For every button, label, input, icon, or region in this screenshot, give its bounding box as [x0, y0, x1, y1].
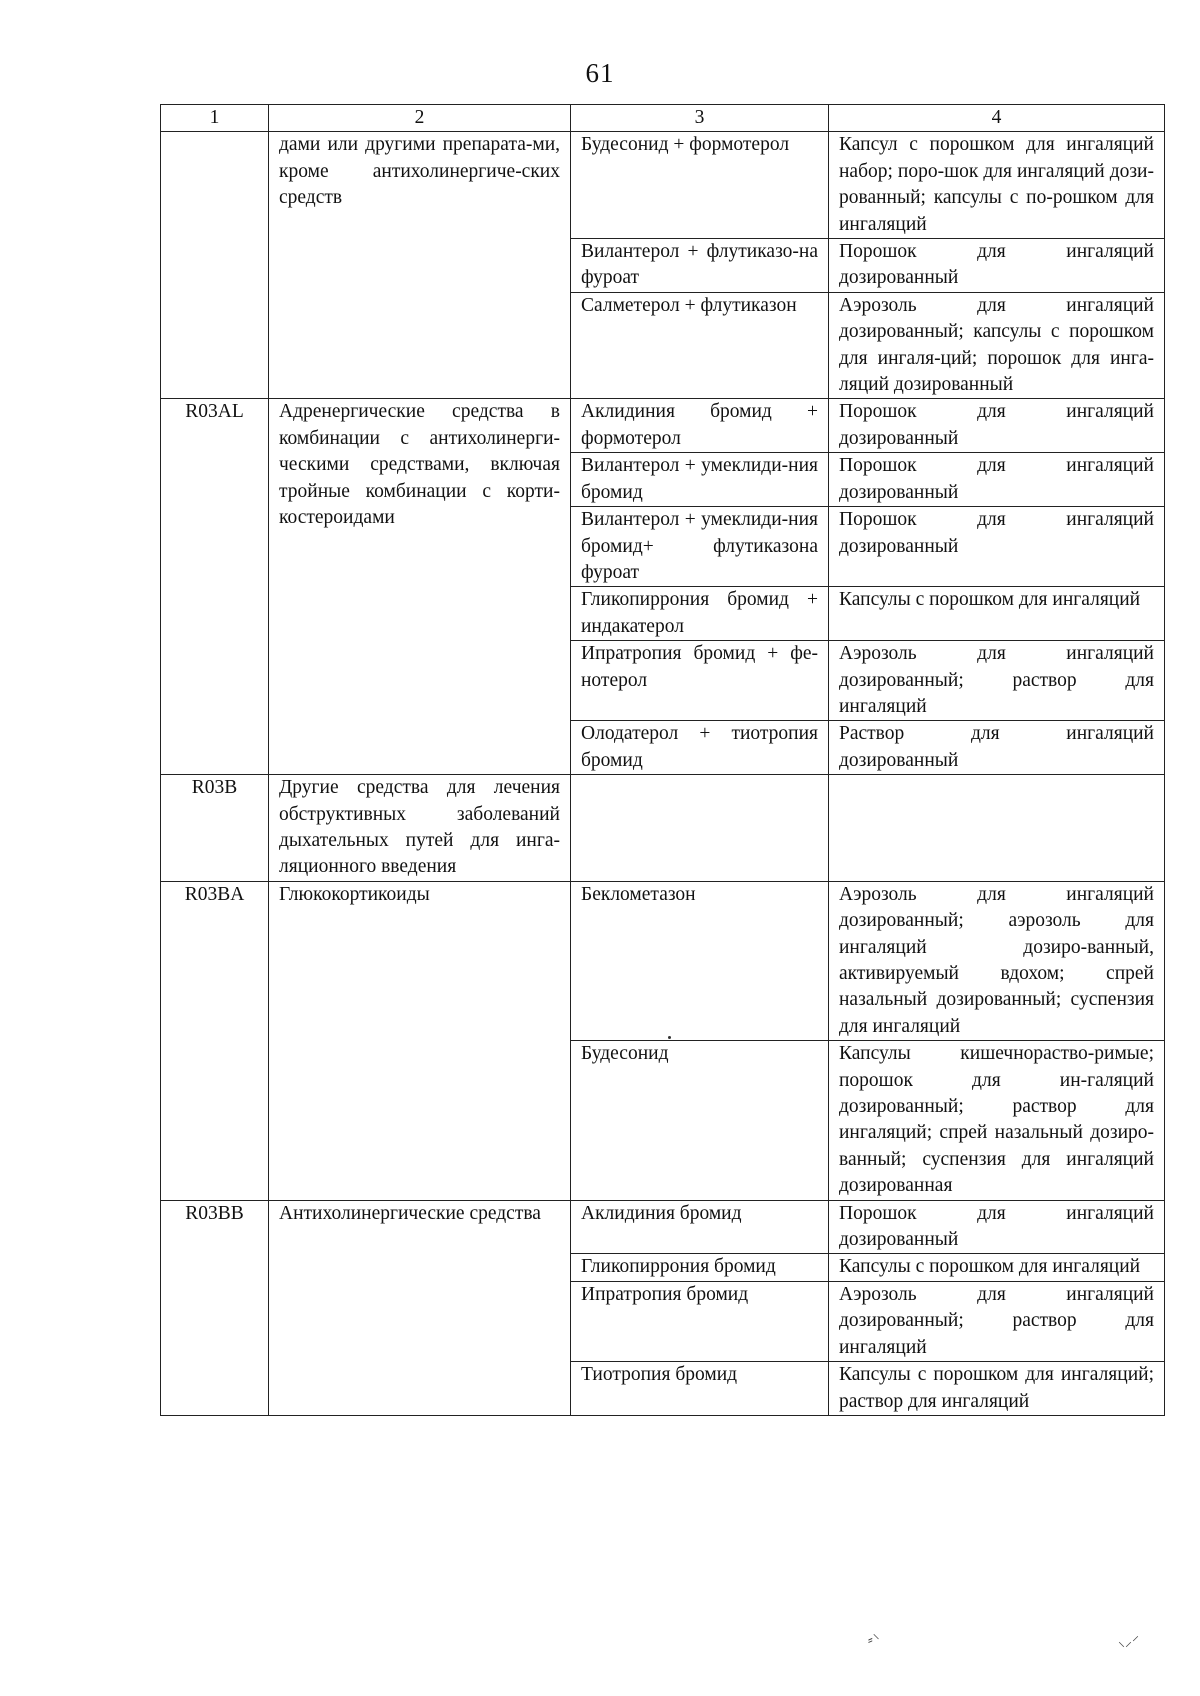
table-row: [161, 881, 1165, 1040]
group-description-cell: дами или другими препарата-ми, кроме антихолинергиче-ских средств: [269, 132, 571, 399]
drug-name-cell: Ипратропия бромид: [571, 1281, 829, 1361]
dosage-form-cell: Капсул с порошком для ингаляций набор; поро-шок для ингаляций дози-рованный; капсулы с по-рошком для ингаляций: [829, 132, 1165, 239]
dosage-form-cell: Аэрозоль для ингаляций дозированный; аэрозоль для ингаляций дозиро-ванный, активируемый вдохом; спрей назальный дозированный; суспензия для ингаляций: [829, 881, 1165, 1040]
drug-name-cell: Ипратропия бромид + фе-нотерол: [571, 641, 829, 721]
drug-name-cell: Гликопиррония бромид + индакатерол: [571, 587, 829, 641]
dosage-form-cell: Аэрозоль для ингаляций дозированный; капсулы с порошком для ингаля-ций; порошок для инга-ляций дозированный: [829, 292, 1165, 399]
atc-code-cell: R03BB: [161, 1200, 269, 1415]
drug-name-cell: Будесонид: [571, 1041, 829, 1200]
dosage-form-cell: Аэрозоль для ингаляций дозированный; раствор для ингаляций: [829, 641, 1165, 721]
drug-name-cell: Аклидиния бромид: [571, 1200, 829, 1254]
header-cell-4: 4: [829, 105, 1165, 132]
drug-name-cell: Вилантерол + умеклиди-ния бромид: [571, 453, 829, 507]
page-number: 61: [585, 58, 615, 88]
scan-speck: [668, 1036, 671, 1039]
dosage-form-cell: Порошок для ингаляций дозированный: [829, 239, 1165, 293]
drug-name-cell: Вилантерол + умеклиди-ния бромид+ флутиказона фуроат: [571, 507, 829, 587]
header-row: [161, 105, 1165, 132]
dosage-form-cell: Порошок для ингаляций дозированный: [829, 507, 1165, 587]
table-row: [161, 132, 1165, 239]
group-description-cell: Глюкокортикоиды: [269, 881, 571, 1200]
table-row: [161, 1200, 1165, 1254]
drug-name-cell: [571, 775, 829, 882]
header-cell-1: 1: [161, 105, 269, 132]
dosage-form-cell: Порошок для ингаляций дозированный: [829, 453, 1165, 507]
atc-code-cell: R03AL: [161, 399, 269, 775]
drug-name-cell: Вилантерол + флутиказо-на фуроат: [571, 239, 829, 293]
drug-name-cell: Тиотропия бромид: [571, 1362, 829, 1416]
dosage-form-cell: Капсулы с порошком для ингаляций; раствор для ингаляций: [829, 1362, 1165, 1416]
dosage-form-cell: Порошок для ингаляций дозированный: [829, 399, 1165, 453]
dosage-form-cell: Капсулы с порошком для ингаляций: [829, 587, 1165, 641]
drug-name-cell: Салметерол + флутиказон: [571, 292, 829, 399]
dosage-form-cell: Раствор для ингаляций дозированный: [829, 721, 1165, 775]
atc-code-cell: R03B: [161, 775, 269, 882]
dosage-form-cell: Капсулы с порошком для ингаляций: [829, 1254, 1165, 1281]
table-row: [161, 775, 1165, 882]
dosage-form-cell: Капсулы кишечнораство-римые; порошок для ин-галяций дозированный; раствор для ингаляций; спрей назальный дозиро-ванный; суспензия для ингаляций дозированная: [829, 1041, 1165, 1200]
table-body: [161, 105, 1165, 1416]
dosage-form-cell: Аэрозоль для ингаляций дозированный; раствор для ингаляций: [829, 1281, 1165, 1361]
drug-name-cell: Аклидиния бромид + формотерол: [571, 399, 829, 453]
scan-marks-right: ⸜⸝⸍: [1118, 1634, 1139, 1650]
group-description-cell: Другие средства для лечения обструктивных заболеваний дыхательных путей для инга-ляционного введения: [269, 775, 571, 882]
header-cell-3: 3: [571, 105, 829, 132]
group-description-cell: Адренергические средства в комбинации с антихолинерги-ческими средствами, включая тройные комбинации с корти-костероидами: [269, 399, 571, 775]
drug-name-cell: Олодатерол + тиотропия бромид: [571, 721, 829, 775]
atc-code-cell: [161, 132, 269, 399]
drug-table: [160, 104, 1165, 1416]
drug-name-cell: Беклометазон: [571, 881, 829, 1040]
atc-code-cell: R03BA: [161, 881, 269, 1200]
group-description-cell: Антихолинергические средства: [269, 1200, 571, 1415]
drug-name-cell: Гликопиррония бромид: [571, 1254, 829, 1281]
scan-marks-left: ⸗⸌: [868, 1632, 880, 1648]
dosage-form-cell: Порошок для ингаляций дозированный: [829, 1200, 1165, 1254]
dosage-form-cell: [829, 775, 1165, 882]
header-cell-2: 2: [269, 105, 571, 132]
drug-name-cell: Будесонид + формотерол: [571, 132, 829, 239]
table-row: [161, 399, 1165, 453]
